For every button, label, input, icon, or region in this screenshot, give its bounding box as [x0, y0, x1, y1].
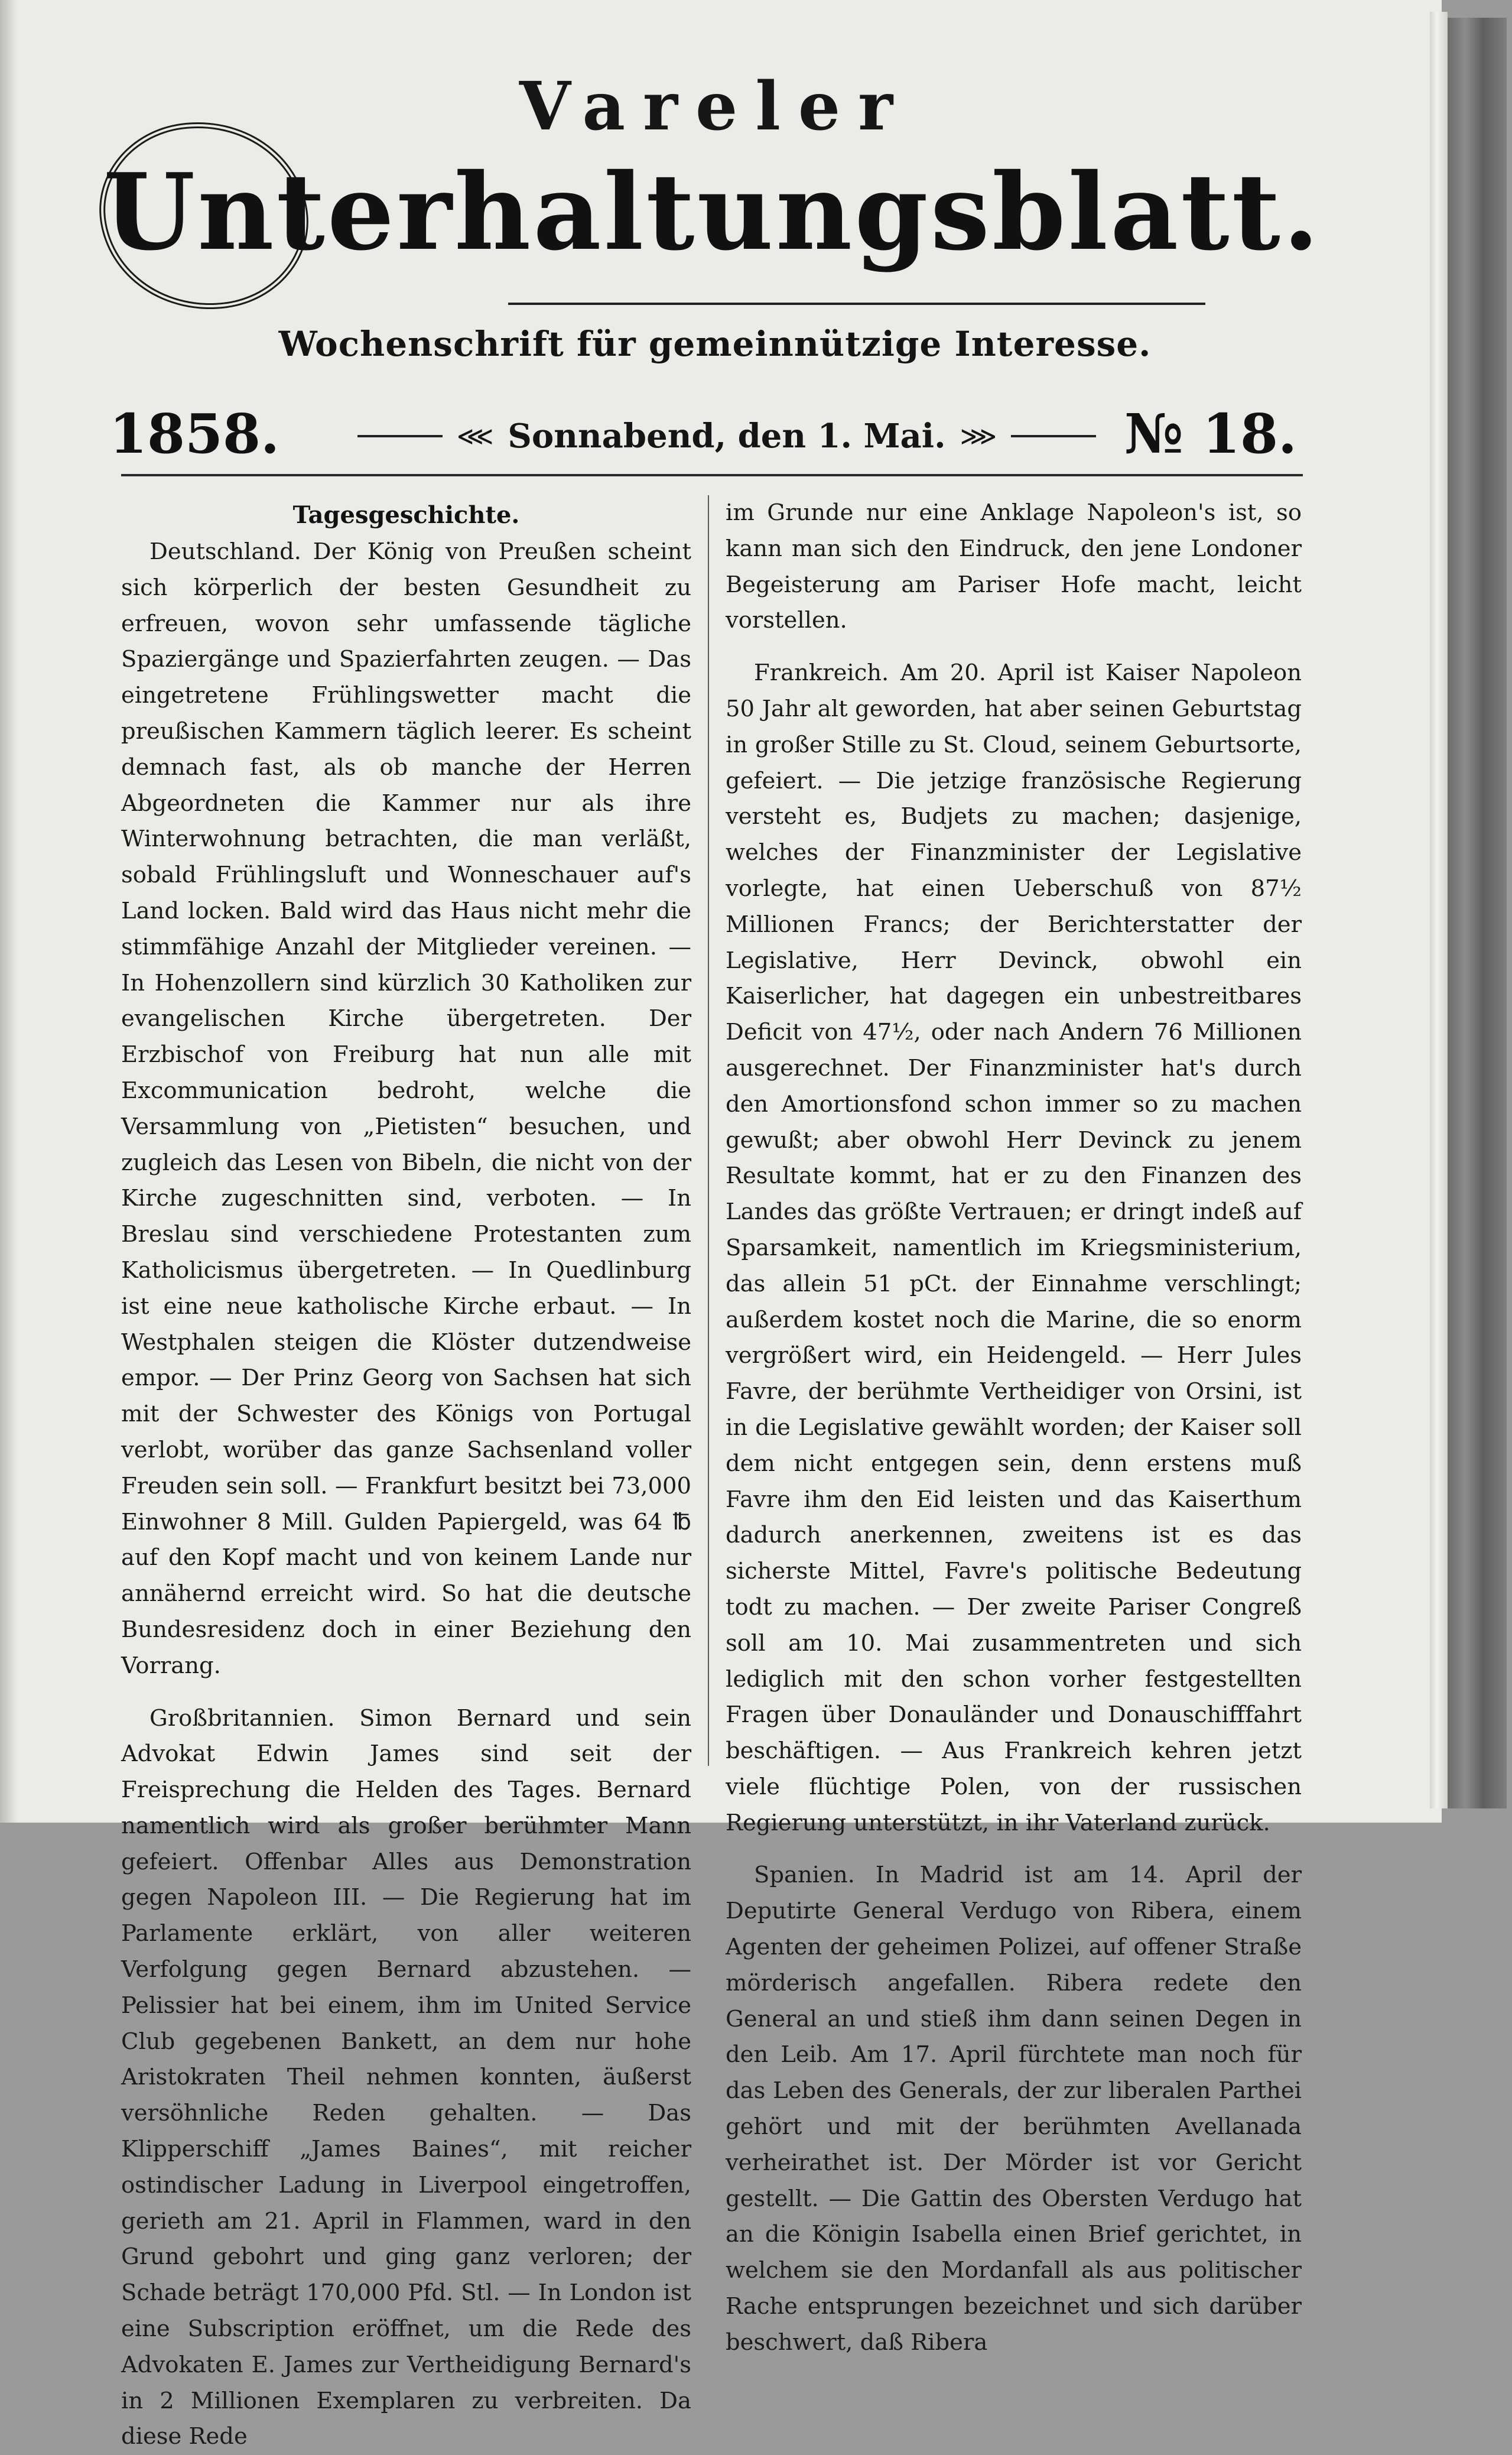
title-top: Vareler	[0, 68, 1430, 145]
issue-year: 1858.	[109, 402, 279, 466]
dateline	[109, 402, 1297, 467]
article-grossbritannien: Großbritannien. Simon Bernard und sein Advokat Edwin James sind seit der Freisprechung die Helden des Tages. Bernard namentlich wird als großer berühmter Mann gefeiert. Offenbar Alles aus Demonstration gegen Napoleon III. — Die Regierung hat im Parlamente erklärt, von aller weiteren Verfolgung gegen Bernard abzustehen. — Pelissier hat bei einem, ihm im United Service Club gegebenen Bankett, an dem nur hohe Aristokraten Theil nehmen konnten, äußerst versöhnliche Reden gehalten. — Das Klipperschiff „James Baines“, mit reicher ostindischer Ladung in Liverpool eingetroffen, gerieth am 21. April in Flammen, ward in den Grund gebohrt und ging ganz verloren; der Schade beträgt 170,000 Pfd. Stl. — In London ist eine Subscription eröffnet, um die Rede des Advokaten E. James zur Vertheidigung Bernard's in 2 Millionen Exemplaren zu verbreiten. Da diese Rede	[121, 1701, 691, 2455]
section-heading: Tagesgeschichte.	[121, 496, 691, 534]
article-frankreich: Frankreich. Am 20. April ist Kaiser Napoleon 50 Jahr alt geworden, hat aber seinen Geburtstag in großer Stille zu St. Cloud, seinem Geburtsorte, gefeiert. — Die jetzige französische Regierung versteht es, Budjets zu machen; dasjenige, welches der Finanzminister der Legislative vorlegte, hat einen Ueberschuß von 87½ Millionen Francs; der Berichterstatter der Legislative, Herr Devinck, obwohl ein Kaiserlicher, hat dagegen ein unbestreitbares Deficit von 47½, oder nach Andern 76 Millionen ausgerechnet. Der Finanzminister hat's durch den Amortionsfond schon immer so zu machen gewußt; aber obwohl Herr Devinck zu jenem Resultate kommt, hat er zu den Finanzen des Landes das größte Vertrauen; er dringt indeß auf Sparsamkeit, namentlich im Kriegsministerium, das allein 51 pCt. der Einnahme verschlingt; außerdem kostet noch die Marine, die so enorm vergrößert wird, ein Heidengeld. — Herr Jules Favre, der berühmte Vertheidiger von Orsini, ist in die Legislative gewählt worden; der Kaiser soll dem nicht entgegen sein, denn erstens muß Favre ihm den Eid leisten und das Kaiserthum dadurch anerkennen, zweitens ist es das sicherste Mittel, Favre's politische Bedeutung todt zu machen. — Der zweite Pariser Congreß soll am 10. Mai zusammentreten und sich lediglich mit den schon vorher festgestellten Fragen über Donauländer und Donauschifffahrt beschäftigen. — Aus Frankreich kehren jetzt viele flüchtige Polen, von der russischen Regierung unterstützt, in ihr Vaterland zurück.	[726, 655, 1302, 1841]
issue-date	[357, 417, 1096, 456]
right-column	[726, 495, 1302, 2361]
article-deutschland: Deutschland. Der König von Preußen scheint sich körperlich der besten Gesundheit zu erfreuen, wovon sehr umfassende tägliche Spaziergänge und Spazierfahrten zeugen. — Das eingetretene Frühlingswetter macht die preußischen Kammern täglich leerer. Es scheint demnach fast, als ob manche der Herren Abgeordneten die Kammer nur als ihre Winterwohnung betrachten, die man verläßt, sobald Frühlingsluft und Wonneschauer auf's Land locken. Bald wird das Haus nicht mehr die stimmfähige Anzahl der Mitglieder vereinen. — In Hohenzollern sind kürzlich 30 Katholiken zur evangelischen Kirche übergetreten. Der Erzbischof von Freiburg hat nun alle mit Excommunication bedroht, welche die Versammlung von „Pietisten“ besuchen, und zugleich das Lesen von Bibeln, die nicht von der Kirche zugeschnitten sind, verboten. — In Breslau sind verschiedene Protestanten zum Katholicismus übergetreten. — In Quedlinburg ist eine neue katholische Kirche erbaut. — In Westphalen steigen die Klöster dutzendweise empor. — Der Prinz Georg von Sachsen hat sich mit der Schwester des Königs von Portugal verlobt, worüber das ganze Sachsenland voller Freuden sein soll. — Frankfurt besitzt bei 73,000 Einwohner 8 Mill. Gulden Papiergeld, was 64 ℔ auf den Kopf macht und von keinem Lande nur annähernd erreicht wird. So hat die deutsche Bundesresidenz doch in einer Beziehung den Vorrang.	[121, 534, 691, 1684]
title-main: Unterhaltungsblatt.	[103, 160, 1309, 265]
gutter-shadow	[0, 0, 18, 1823]
ornament-left-icon: ⋘	[457, 421, 494, 452]
issue-date-text: Sonnabend, den 1. Mai.	[508, 417, 945, 456]
issue-number: № 18.	[1124, 402, 1297, 466]
left-column	[121, 495, 691, 2455]
date-rule-right	[1011, 435, 1096, 437]
title-rule	[508, 303, 1205, 305]
book-spine	[1448, 18, 1507, 1808]
article-spanien: Spanien. In Madrid ist am 14. April der Deputirte General Verdugo von Ribera, einem Agenten der geheimen Polizei, auf offener Straße mörderisch angefallen. Ribera redete den General an und stieß ihm dann seinen Degen in den Leib. Am 17. April fürchtete man noch für das Leben des Generals, der zur liberalen Parthei gehört und mit der berühmten Avellanada verheirathet ist. Der Mörder ist vor Gericht gestellt. — Die Gattin des Obersten Verdugo hat an die Königin Isabella einen Brief gerichtet, in welchem sie den Mordanfall als aus politischer Rache entsprungen bezeichnet und sich darüber beschwert, daß Ribera	[726, 1858, 1302, 2360]
page-edge	[1430, 12, 1448, 1808]
header-divider	[121, 474, 1303, 476]
ornament-right-icon: ⋙	[960, 421, 997, 452]
subtitle: Wochenschrift für gemeinnützige Interesse.	[0, 324, 1430, 364]
date-rule-left	[357, 435, 443, 437]
column-divider	[708, 495, 709, 1766]
article-continuation: im Grunde nur eine Anklage Napoleon's ist, so kann man sich den Eindruck, den jene Londoner Begeisterung am Pariser Hofe macht, leicht vorstellen.	[726, 495, 1302, 639]
